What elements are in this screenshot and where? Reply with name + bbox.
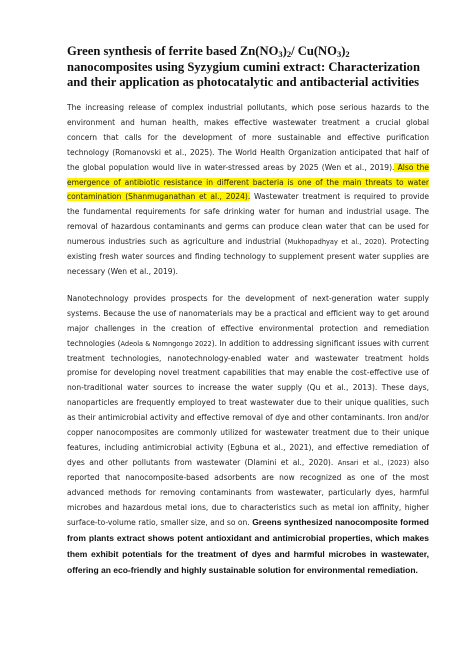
p1-text-3: Wastewater treatment is required to provide the fundamental requirements for safe drinking water for human and industrial usage. The removal of hazardous contaminants and germs can produce clean water that can be used for numerous industries such as agriculture and industrial ( xyxy=(67,192,429,247)
p1-text-4: ). Protecting existing fresh water sources and finding technology to supplement present water supplies are necessary (Wen et al., 2019). xyxy=(67,237,429,276)
p2-text-2: ). In addition to addressing significant issues with current treatment technologies, nanotechnology-enabled water and wastewater treatment holds promise for developing novel treatment capabilities that may enable the cost-effective use of non-traditional water sources to increase the water supply (Qu et al., 2013). These days, nanoparticles are frequently employed to treat wastewater due to their unique qualities, such as their antimicrobial activity and effective removal of dye and other contaminants. Iron and/or copper nanocomposites are commonly utilized for wastewater treatment due to their unique features, including antimicrobial activity (Egbuna et al., 2021), and effective remediation of dyes and other pollutants from wastewater (Dlamini et al., 2020). xyxy=(67,338,429,467)
title-text-1: Green synthesis of ferrite based Zn(NO xyxy=(67,44,279,58)
title-text-3: / Cu(NO xyxy=(291,44,337,58)
title-text-2: ) xyxy=(282,44,287,58)
title-text-5: nanocomposites using Syzygium cumini extract: Characterization and their application as photocatalytic and antibacterial activities xyxy=(67,59,420,89)
document-title xyxy=(67,44,427,91)
p2-citation-1: Adeola & Nomngongo 2022 xyxy=(120,339,212,348)
p2-citation-2: Ansari et al., (2023) xyxy=(337,458,410,467)
document-body xyxy=(67,101,429,591)
p2-text-1: Nanotechnology provides prospects for the development of next-generation water supply systems. Because the use of nanomaterials may be a practical and efficient way to get around major challenges in the creation of effective environmental protection and remediation technologies ( xyxy=(67,293,429,348)
highlighted-sentence: Also the emergence of antibiotic resistance in different bacteria is one of the main threats to water contamination (Shanmuganathan et al., 2024). xyxy=(67,162,430,202)
p1-text-1: The increasing release of complex industrial pollutants, which pose serious hazards to the environment and human health, makes effective wastewater treatment a crucial global concern that calls for the development of more sustainable and effective purification technology (Romanovski et al., 2025). The World Health Organization anticipated that half of the global population would live in water-stressed areas by 2025 ( xyxy=(67,103,429,172)
p1-citation-1: Wen et al., 2019 xyxy=(324,162,390,172)
p2-text-3: also reported that nanocomposite-based adsorbents are now recognized as one of the most advanced methods for removing contaminants from wastewater, particularly dyes, harmful microbes and hazardous metal ions, due to characteristics such as metal ion affinity, higher surface-to-volume ratio, smaller size, and so on. xyxy=(67,457,430,528)
paragraph-1 xyxy=(67,101,429,280)
p1-text-2: ). xyxy=(389,162,395,172)
paragraph-2 xyxy=(67,292,429,579)
title-subscript-3: 3 xyxy=(336,49,342,59)
title-subscript-4: 2 xyxy=(345,49,350,59)
p1-citation-2: Mukhopadhyay et al., 2020 xyxy=(287,238,382,247)
p2-bold-sentence: Greens synthesized nanocomposite formed from plants extract shows potent antioxidant and antimicrobial properties, which makes them exhibit potentials for the treatment of dyes and harmful microbes in wastewater, offering an eco-friendly and highly sustainable solution for environmental remediation. xyxy=(67,517,429,576)
title-text-4: ) xyxy=(341,44,346,58)
title-subscript-2: 2 xyxy=(286,49,292,59)
title-subscript-1: 3 xyxy=(278,49,283,59)
